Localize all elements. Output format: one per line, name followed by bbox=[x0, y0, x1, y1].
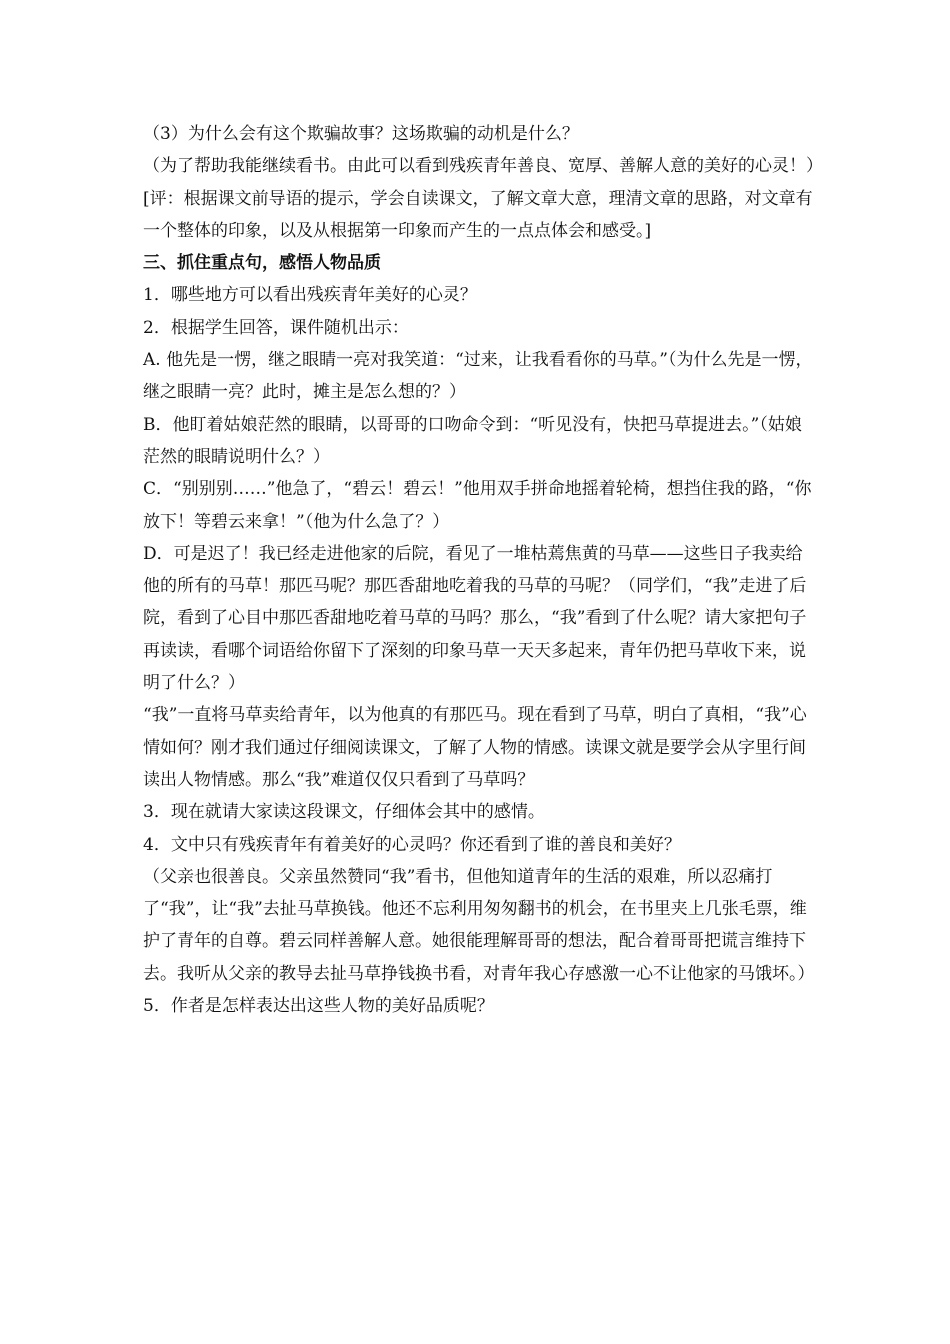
teacher-comment: [评：根据课文前导语的提示，学会自读课文，了解文章大意，理清文章的思路，对文章有一个整体的印象，以及从根据第一印象而产生的一点点体会和感受。] bbox=[143, 188, 813, 241]
question-3: （3）为什么会有这个欺骗故事？这场欺骗的动机是什么？ bbox=[143, 124, 579, 144]
list-item-2: 2．根据学生回答，课件随机出示： bbox=[143, 317, 409, 338]
list-item-1: 1．哪些地方可以看出残疾青年美好的心灵？ bbox=[143, 285, 477, 306]
list-item-4: 4．文中只有残疾青年有着美好的心灵吗？你还看到了谁的善良和美好？ bbox=[143, 834, 681, 855]
list-item-5: 5．作者是怎样表达出这些人物的美好品质呢？ bbox=[143, 996, 494, 1017]
list-item-4-answer: （父亲也很善良。父亲虽然赞同“我”看书，但他知道青年的生活的艰难，所以忍痛打了“我”，让“我”去扯马草换钱。他还不忘利用匆匆翻书的机会，在书里夹上几张毛票，维护了青年的自尊。碧云同样善解人意。她很能理解哥哥的想法，配合着哥哥把谎言维持下去。我听从父亲的教导去扯马草挣钱换书看，对青年我心存感激一心不让他家的马饿坏。） bbox=[143, 866, 815, 984]
explanation-paragraph: “我”一直将马草卖给青年，以为他真的有那匹马。现在看到了马草，明白了真相，“我”心情如何？刚才我们通过仔细阅读课文，了解了人物的情感。读课文就是要学会从字里行间读出人物情感。那么“我”难道仅仅只看到了马草吗？ bbox=[143, 705, 807, 790]
quote-item-c: C．“别别别……”他急了，“碧云！碧云！”他用双手拼命地摇着轮椅，想挡住我的路，“你放下！等碧云来拿！”（他为什么急了？） bbox=[143, 479, 812, 532]
section-3-heading: 三、抓住重点句，感悟人物品质 bbox=[143, 253, 381, 274]
quote-item-d: D．可是迟了！我已经走进他家的后院，看见了一堆枯蔫焦黄的马草——这些日子我卖给他的所有的马草！那匹马呢？那匹香甜地吃着我的马草的马呢？（同学们，“我”走进了后院，看到了心目中那匹香甜地吃着马草的马吗？那么，“我”看到了什么呢？请大家把句子再读读，看哪个词语给你留下了深刻的印象马草一天天多起来，青年仍把马草收下来，说明了什么？） bbox=[143, 543, 807, 694]
quote-item-a: A. 他先是一愣，继之眼睛一亮对我笑道：“过来，让我看看你的马草。”（为什么先是一愣，继之眼睛一亮？此时，摊主是怎么想的？） bbox=[143, 350, 813, 403]
quote-item-b: B．他盯着姑娘茫然的眼睛，以哥哥的口吻命令到：“听见没有，快把马草提进去。”（姑娘茫然的眼睛说明什么？） bbox=[143, 414, 802, 467]
list-item-3: 3．现在就请大家读这段课文，仔细体会其中的感情。 bbox=[143, 802, 545, 823]
document-body bbox=[143, 118, 823, 1022]
question-3-answer: （为了帮助我能继续看书。由此可以看到残疾青年善良、宽厚、善解人意的美好的心灵！） bbox=[143, 156, 823, 177]
